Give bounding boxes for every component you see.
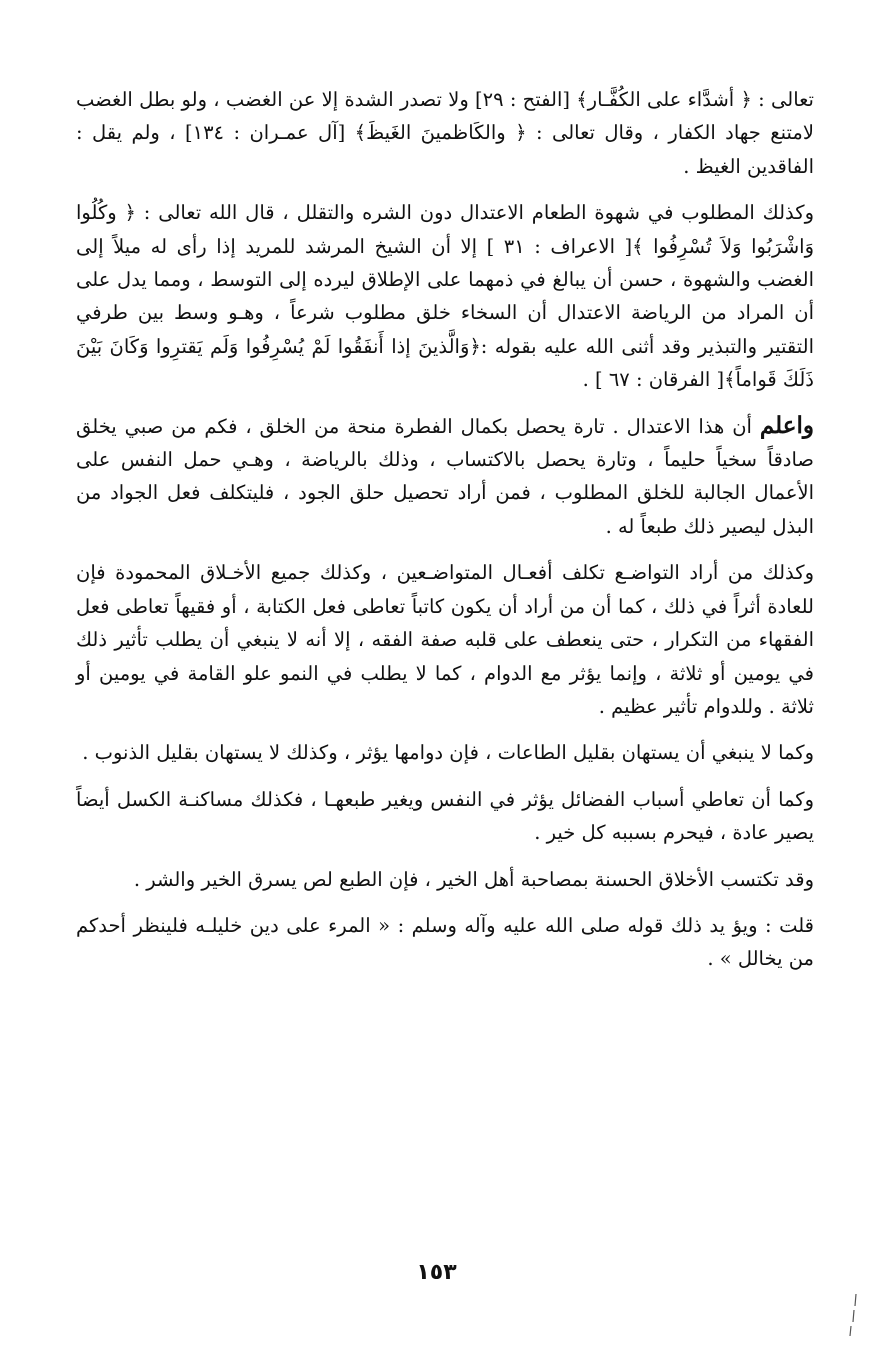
margin-scan-mark — [846, 1292, 860, 1338]
paragraph-text: قلت : ويؤ يد ذلك قوله صلى الله عليه وآله وسلم : « المرء على دين خليلـه فلينظر أحدكم من يخالل » . — [76, 913, 814, 971]
page-body — [76, 82, 814, 986]
paragraph-6 — [76, 782, 814, 850]
paragraph-4 — [76, 555, 814, 723]
paragraph-7 — [76, 862, 814, 896]
page-number: ١٥٣ — [416, 1260, 457, 1285]
paragraph-3 — [76, 409, 814, 544]
paragraph-8 — [76, 908, 814, 976]
paragraph-text: وكما لا ينبغي أن يستهان بقليل الطاعات ، فإن دوامها يؤثر ، وكذلك لا يستهان بقليل الذنوب . — [82, 741, 814, 765]
paragraph-5 — [76, 735, 814, 769]
paragraph-text: وقد تكتسب الأخلاق الحسنة بمصاحبة أهل الخير ، فإن الطبع لص يسرق الخير والشر . — [133, 867, 814, 891]
paragraph-text: وكذلك المطلوب في شهوة الطعام الاعتدال دون الشره والتقلل ، قال الله تعالى : ﴿ وكُلُوا وَاشْرَبُوا وَلاَ تُسْرِفُوا ﴾[ الاعراف : ٣١ ] إلا أن الشيخ المرشد للمريد إذا رأى له ميلاً إلى الغضب والشهوة ، حسن أن يبالغ في ذمهما على الإطلاق ليرده إلى التوسط ، ومما يدل على أن المراد من الرياضة الاعتدال أن السخاء خلق مطلوب شرعاً ، وهـو وسط بين طرفي التقتير والتبذير وقد أثنى الله عليه بقوله :﴿وَالَّذينَ إذا أَنفَقُوا لَمْ يُسْرِفُوا وَلَم يَقترِوا وَكَانَ بَيْنَ ذَلَكَ قَواماً﴾[ الفرقان : ٦٧ ] . — [76, 201, 814, 392]
paragraph-text: وكذلك من أراد التواضـع تكلف أفعـال المتواضـعين ، وكذلك جميع الأخـلاق المحمودة فإن للعادة أثراً في ذلك ، كما أن من أراد أن يكون كاتباً تعاطى فعل الكتابة ، أو فقيهاً تعاطى فعل الفقهاء من التكرار ، حتى ينعطف على قلبه صفة الفقه ، إلا أنه لا ينبغي أن يطلب تأثير ذلك في يومين أو ثلاثة ، وإنما يؤثر مع الدوام ، كما لا يطلب في النمو علو القامة في يومين أو ثلاثة . وللدوام تأثير عظيم . — [76, 561, 814, 718]
paragraph-text: أن هذا الاعتدال . تارة يحصل بكمال الفطرة منحة من الخلق ، فكم من صبي يخلق صادقاً سخياً حليماً ، وتارة يحصل بالاكتساب ، وذلك بالرياضة ، وهـي حمل النفس على الأعمال الجالبة للخلق المطلوب ، فمن أراد تحصيل حلق الجود ، فليتكلف فعل الجواد من البذل ليصير ذلك طبعاً له . — [76, 414, 814, 538]
paragraph-text: تعالى : ﴿ أشدَّاء على الكُفَّـار﴾ [الفتح : ٢٩] ولا تصدر الشدة إلا عن الغضب ، ولو بطل الغضب لامتنع جهاد الكفار ، وقال تعالى : ﴿ والكَاظمينَ الغَيظَ﴾ [آل عمـران : ١٣٤] ، ولم يقل : الفاقدين الغيظ . — [76, 88, 814, 178]
paragraph-2 — [76, 195, 814, 396]
paragraph-text: وكما أن تعاطي أسباب الفضائل يؤثر في النفس ويغير طبعهـا ، فكذلك مساكنـة الكسل أيضاً يصير عادة ، فيحرم بسببه كل خير . — [76, 787, 814, 845]
paragraph-lead-bold: واعلم — [759, 411, 814, 439]
paragraph-1 — [76, 82, 814, 183]
